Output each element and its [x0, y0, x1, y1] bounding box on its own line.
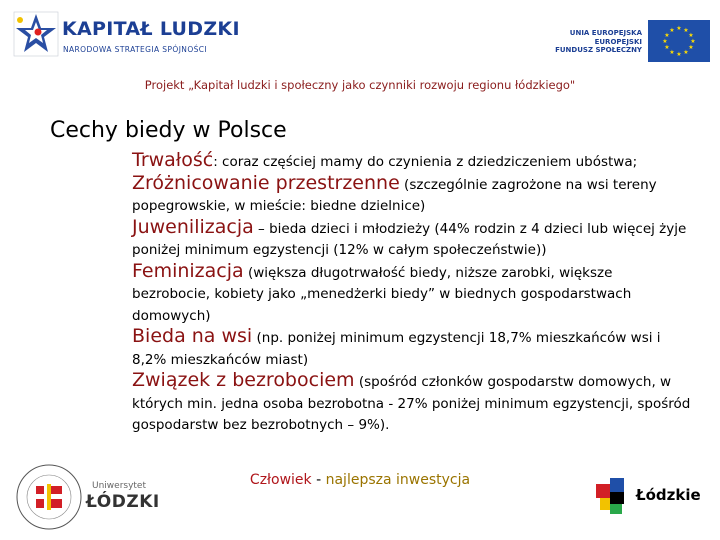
item-term: Juwenilizacja [132, 215, 254, 238]
list-item [132, 215, 692, 261]
list-item [132, 171, 692, 217]
slogan-part-2: najlepsza inwestycja [325, 472, 471, 488]
item-description: – bieda dzieci i młodzieży (44% rodzin z 4 dzieci lub więcej żyje poniżej minimum egzystencji (12% w całym społeczeństwie)) [132, 220, 687, 258]
kapital-ludzki-subtitle: NARODOWA STRATEGIA SPÓJNOŚCI [63, 45, 208, 54]
item-description: (np. poniżej minimum egzystencji 18,7% mieszkańców wsi i 8,2% mieszkańców miast) [132, 330, 661, 368]
list-item [132, 259, 692, 327]
svg-text:★: ★ [688, 32, 694, 39]
kapital-ludzki-title: KAPITAŁ LUDZKI [62, 18, 240, 40]
svg-text:★: ★ [669, 27, 675, 34]
item-term: Bieda na wsi [132, 325, 253, 347]
eu-flag-icon [648, 20, 710, 62]
slogan-separator: - [311, 472, 326, 488]
svg-text:★: ★ [664, 44, 670, 51]
list-item [132, 371, 692, 436]
item-description: (większa długotrwałość biedy, niższe zarobki, większe bezrobocie, kobiety jako „menedżerki biedy” w biednych gospodarstwach domowych) [132, 264, 632, 324]
item-description: (spośród członków gospodarstw domowych, w których min. jedna osoba bezrobotna - 27% poniżej minimum egzystencji, spośród gospodarstw bez bezrobotnych – 9%). [132, 374, 691, 433]
slide-heading: Cechy biedy w Polsce [50, 118, 287, 143]
poverty-features-list [132, 151, 692, 437]
svg-text:★: ★ [669, 49, 675, 56]
eu-line: EUROPEJSKI [594, 37, 642, 46]
svg-text:★: ★ [676, 51, 682, 58]
eu-label [522, 29, 642, 55]
slogan-part-1: Człowiek [249, 472, 312, 488]
list-item [132, 327, 692, 370]
item-description: (szczególnie zagrożone na wsi tereny popegrowskie, w mieście: biedne dzielnice) [132, 176, 657, 214]
eu-line: UNIA EUROPEJSKA [569, 29, 642, 37]
svg-text:★: ★ [664, 32, 670, 39]
svg-text:★: ★ [688, 44, 694, 51]
eu-line: FUNDUSZ SPOŁECZNY [555, 46, 642, 55]
university-label-small: Uniwersytet [92, 481, 146, 491]
svg-text:★: ★ [683, 27, 689, 34]
university-label-large: ŁÓDZKI [86, 492, 160, 512]
university-seal-icon [14, 462, 84, 532]
item-term: Zróżnicowanie przestrzenne [132, 171, 400, 194]
lodzkie-label: Łódzkie [636, 486, 701, 504]
item-description: : coraz częściej mamy do czynienia z dziedziczeniem ubóstwa; [213, 154, 638, 170]
svg-text:★: ★ [683, 49, 689, 56]
svg-text:★: ★ [662, 38, 668, 45]
item-term: Feminizacja [132, 259, 244, 282]
item-term: Związek z bezrobociem [132, 369, 355, 391]
project-title: Projekt „Kapitał ludzki i społeczny jako czynniki rozwoju regionu łódzkiego" [144, 78, 576, 92]
list-item [132, 151, 692, 173]
item-term: Trwałość [132, 149, 214, 171]
svg-text:★: ★ [690, 38, 696, 45]
lodzkie-logo-icon [596, 478, 632, 516]
svg-text:★: ★ [676, 25, 682, 32]
